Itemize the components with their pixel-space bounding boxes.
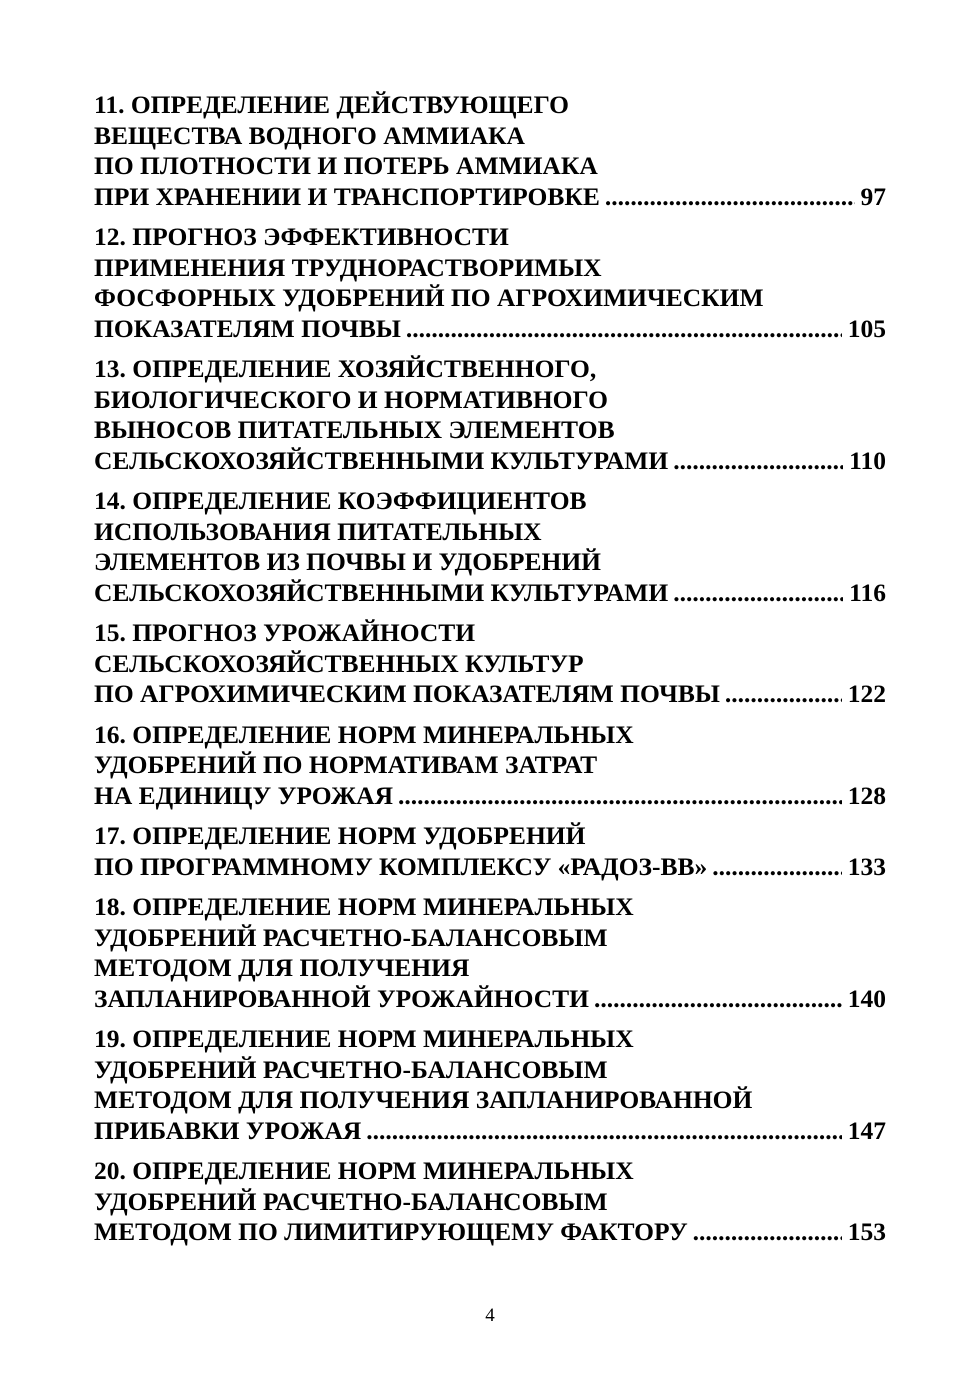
toc-entry-last-line (94, 578, 886, 609)
dot-leader (673, 578, 843, 609)
toc-entry-last-line (94, 1116, 886, 1147)
toc-entry-title-line: МЕТОДОМ ДЛЯ ПОЛУЧЕНИЯ (94, 953, 470, 982)
toc-page-number: 116 (849, 577, 886, 607)
dot-leader (605, 182, 855, 213)
dot-leader (725, 679, 842, 710)
toc-entry-title-line: 18. ОПРЕДЕЛЕНИЕ НОРМ МИНЕРАЛЬНЫХ (94, 892, 634, 921)
toc-entry-title-line: УДОБРЕНИЙ РАСЧЕТНО-БАЛАНСОВЫМ (94, 1186, 608, 1216)
dot-leader (673, 446, 843, 477)
toc-entry-title-line: МЕТОДОМ ДЛЯ ПОЛУЧЕНИЯ ЗАПЛАНИРОВАННОЙ (94, 1085, 753, 1114)
toc-entry-title-line: НА ЕДИНИЦУ УРОЖАЯ (94, 780, 393, 810)
toc-entry-title-line: СЕЛЬСКОХОЗЯЙСТВЕННЫХ КУЛЬТУР (94, 648, 584, 678)
toc-entry-title-line: 15. ПРОГНОЗ УРОЖАЙНОСТИ (94, 618, 476, 647)
toc-page-number: 140 (847, 983, 886, 1013)
dot-leader (366, 1116, 841, 1147)
toc-page-number: 110 (849, 445, 886, 475)
toc-entry-title-line: ПОКАЗАТЕЛЯМ ПОЧВЫ (94, 313, 401, 343)
toc-entry-title-line: ПО АГРОХИМИЧЕСКИМ ПОКАЗАТЕЛЯМ ПОЧВЫ (94, 679, 720, 708)
toc-entry-title-line: СЕЛЬСКОХОЗЯЙСТВЕННЫМИ КУЛЬТУРАМИ (94, 445, 669, 475)
toc-page-number: 147 (847, 1115, 886, 1145)
toc-page-number: 97 (860, 181, 886, 211)
toc-entry-title-line: 13. ОПРЕДЕЛЕНИЕ ХОЗЯЙСТВЕННОГО, (94, 354, 597, 383)
toc-page-number: 153 (847, 1217, 886, 1246)
toc-entry-title-line: БИОЛОГИЧЕСКОГО И НОРМАТИВНОГО (94, 384, 608, 414)
toc-entry-12[interactable] (94, 222, 886, 344)
dot-leader (406, 314, 842, 345)
toc-entry-title-line: 17. ОПРЕДЕЛЕНИЕ НОРМ УДОБРЕНИЙ (94, 821, 586, 850)
toc-entry-title-line: ПО ПЛОТНОСТИ И ПОТЕРЬ АММИАКА (94, 151, 598, 180)
toc-entry-last-line (94, 446, 886, 477)
toc-entry-title-line: ВЕЩЕСТВА ВОДНОГО АММИАКА (94, 120, 525, 150)
toc-entry-15[interactable] (94, 618, 886, 710)
toc-entry-14[interactable] (94, 486, 886, 608)
table-of-contents (94, 90, 886, 1258)
toc-entry-title-line: ВЫНОСОВ ПИТАТЕЛЬНЫХ ЭЛЕМЕНТОВ (94, 415, 615, 444)
toc-entry-title-line: 11. ОПРЕДЕЛЕНИЕ ДЕЙСТВУЮЩЕГО (94, 90, 569, 119)
toc-page-number: 128 (847, 780, 886, 810)
toc-entry-title-line: СЕЛЬСКОХОЗЯЙСТВЕННЫМИ КУЛЬТУРАМИ (94, 577, 669, 607)
dot-leader (712, 852, 841, 883)
toc-entry-last-line (94, 314, 886, 345)
toc-entry-19[interactable] (94, 1024, 886, 1146)
toc-entry-title-line: 19. ОПРЕДЕЛЕНИЕ НОРМ МИНЕРАЛЬНЫХ (94, 1024, 634, 1053)
toc-entry-title-line: ПРИМЕНЕНИЯ ТРУДНОРАСТВОРИМЫХ (94, 252, 602, 282)
toc-page-number: 133 (847, 851, 886, 881)
toc-entry-last-line (94, 781, 886, 812)
toc-page-number: 105 (847, 313, 886, 343)
toc-entry-title-line: ПРИБАВКИ УРОЖАЯ (94, 1115, 362, 1145)
toc-entry-17[interactable] (94, 821, 886, 882)
page-number: 4 (485, 1305, 495, 1326)
toc-entry-18[interactable] (94, 892, 886, 1014)
toc-entry-title-line: ИСПОЛЬЗОВАНИЯ ПИТАТЕЛЬНЫХ (94, 516, 542, 546)
toc-entry-title-line: 20. ОПРЕДЕЛЕНИЕ НОРМ МИНЕРАЛЬНЫХ (94, 1156, 634, 1185)
toc-entry-last-line (94, 679, 886, 710)
toc-entry-title-line: УДОБРЕНИЙ РАСЧЕТНО-БАЛАНСОВЫМ (94, 922, 608, 952)
toc-entry-last-line (94, 182, 886, 213)
toc-entry-title-line: ФОСФОРНЫХ УДОБРЕНИЙ ПО АГРОХИМИЧЕСКИМ (94, 283, 764, 312)
toc-entry-13[interactable] (94, 354, 886, 476)
toc-entry-title-line: ЗАПЛАНИРОВАННОЙ УРОЖАЙНОСТИ (94, 983, 589, 1013)
toc-entry-last-line (94, 852, 886, 883)
toc-entry-title-line: 16. ОПРЕДЕЛЕНИЕ НОРМ МИНЕРАЛЬНЫХ (94, 719, 634, 749)
toc-entry-title-line: МЕТОДОМ ПО ЛИМИТИРУЮЩЕМУ ФАКТОРУ (94, 1217, 688, 1246)
toc-entry-11[interactable] (94, 90, 886, 212)
toc-entry-title-line: УДОБРЕНИЙ ПО НОРМАТИВАМ ЗАТРАТ (94, 750, 598, 779)
toc-entry-title-line: ПО ПРОГРАММНОМУ КОМПЛЕКСУ «РАДОЗ-ВВ» (94, 851, 708, 881)
toc-page-number: 122 (847, 679, 886, 708)
toc-entry-title-line: ПРИ ХРАНЕНИИ И ТРАНСПОРТИРОВКЕ (94, 181, 600, 211)
dot-leader (594, 984, 842, 1015)
toc-entry-title-line: ЭЛЕМЕНТОВ ИЗ ПОЧВЫ И УДОБРЕНИЙ (94, 547, 602, 576)
dot-leader (398, 781, 842, 812)
toc-entry-20[interactable] (94, 1156, 886, 1248)
toc-entry-16[interactable] (94, 720, 886, 812)
toc-entry-title-line: УДОБРЕНИЙ РАСЧЕТНО-БАЛАНСОВЫМ (94, 1054, 608, 1084)
toc-entry-title-line: 14. ОПРЕДЕЛЕНИЕ КОЭФФИЦИЕНТОВ (94, 486, 587, 515)
dot-leader (693, 1217, 842, 1248)
toc-entry-title-line: 12. ПРОГНОЗ ЭФФЕКТИВНОСТИ (94, 222, 509, 251)
toc-entry-last-line (94, 1217, 886, 1248)
toc-entry-last-line (94, 984, 886, 1015)
